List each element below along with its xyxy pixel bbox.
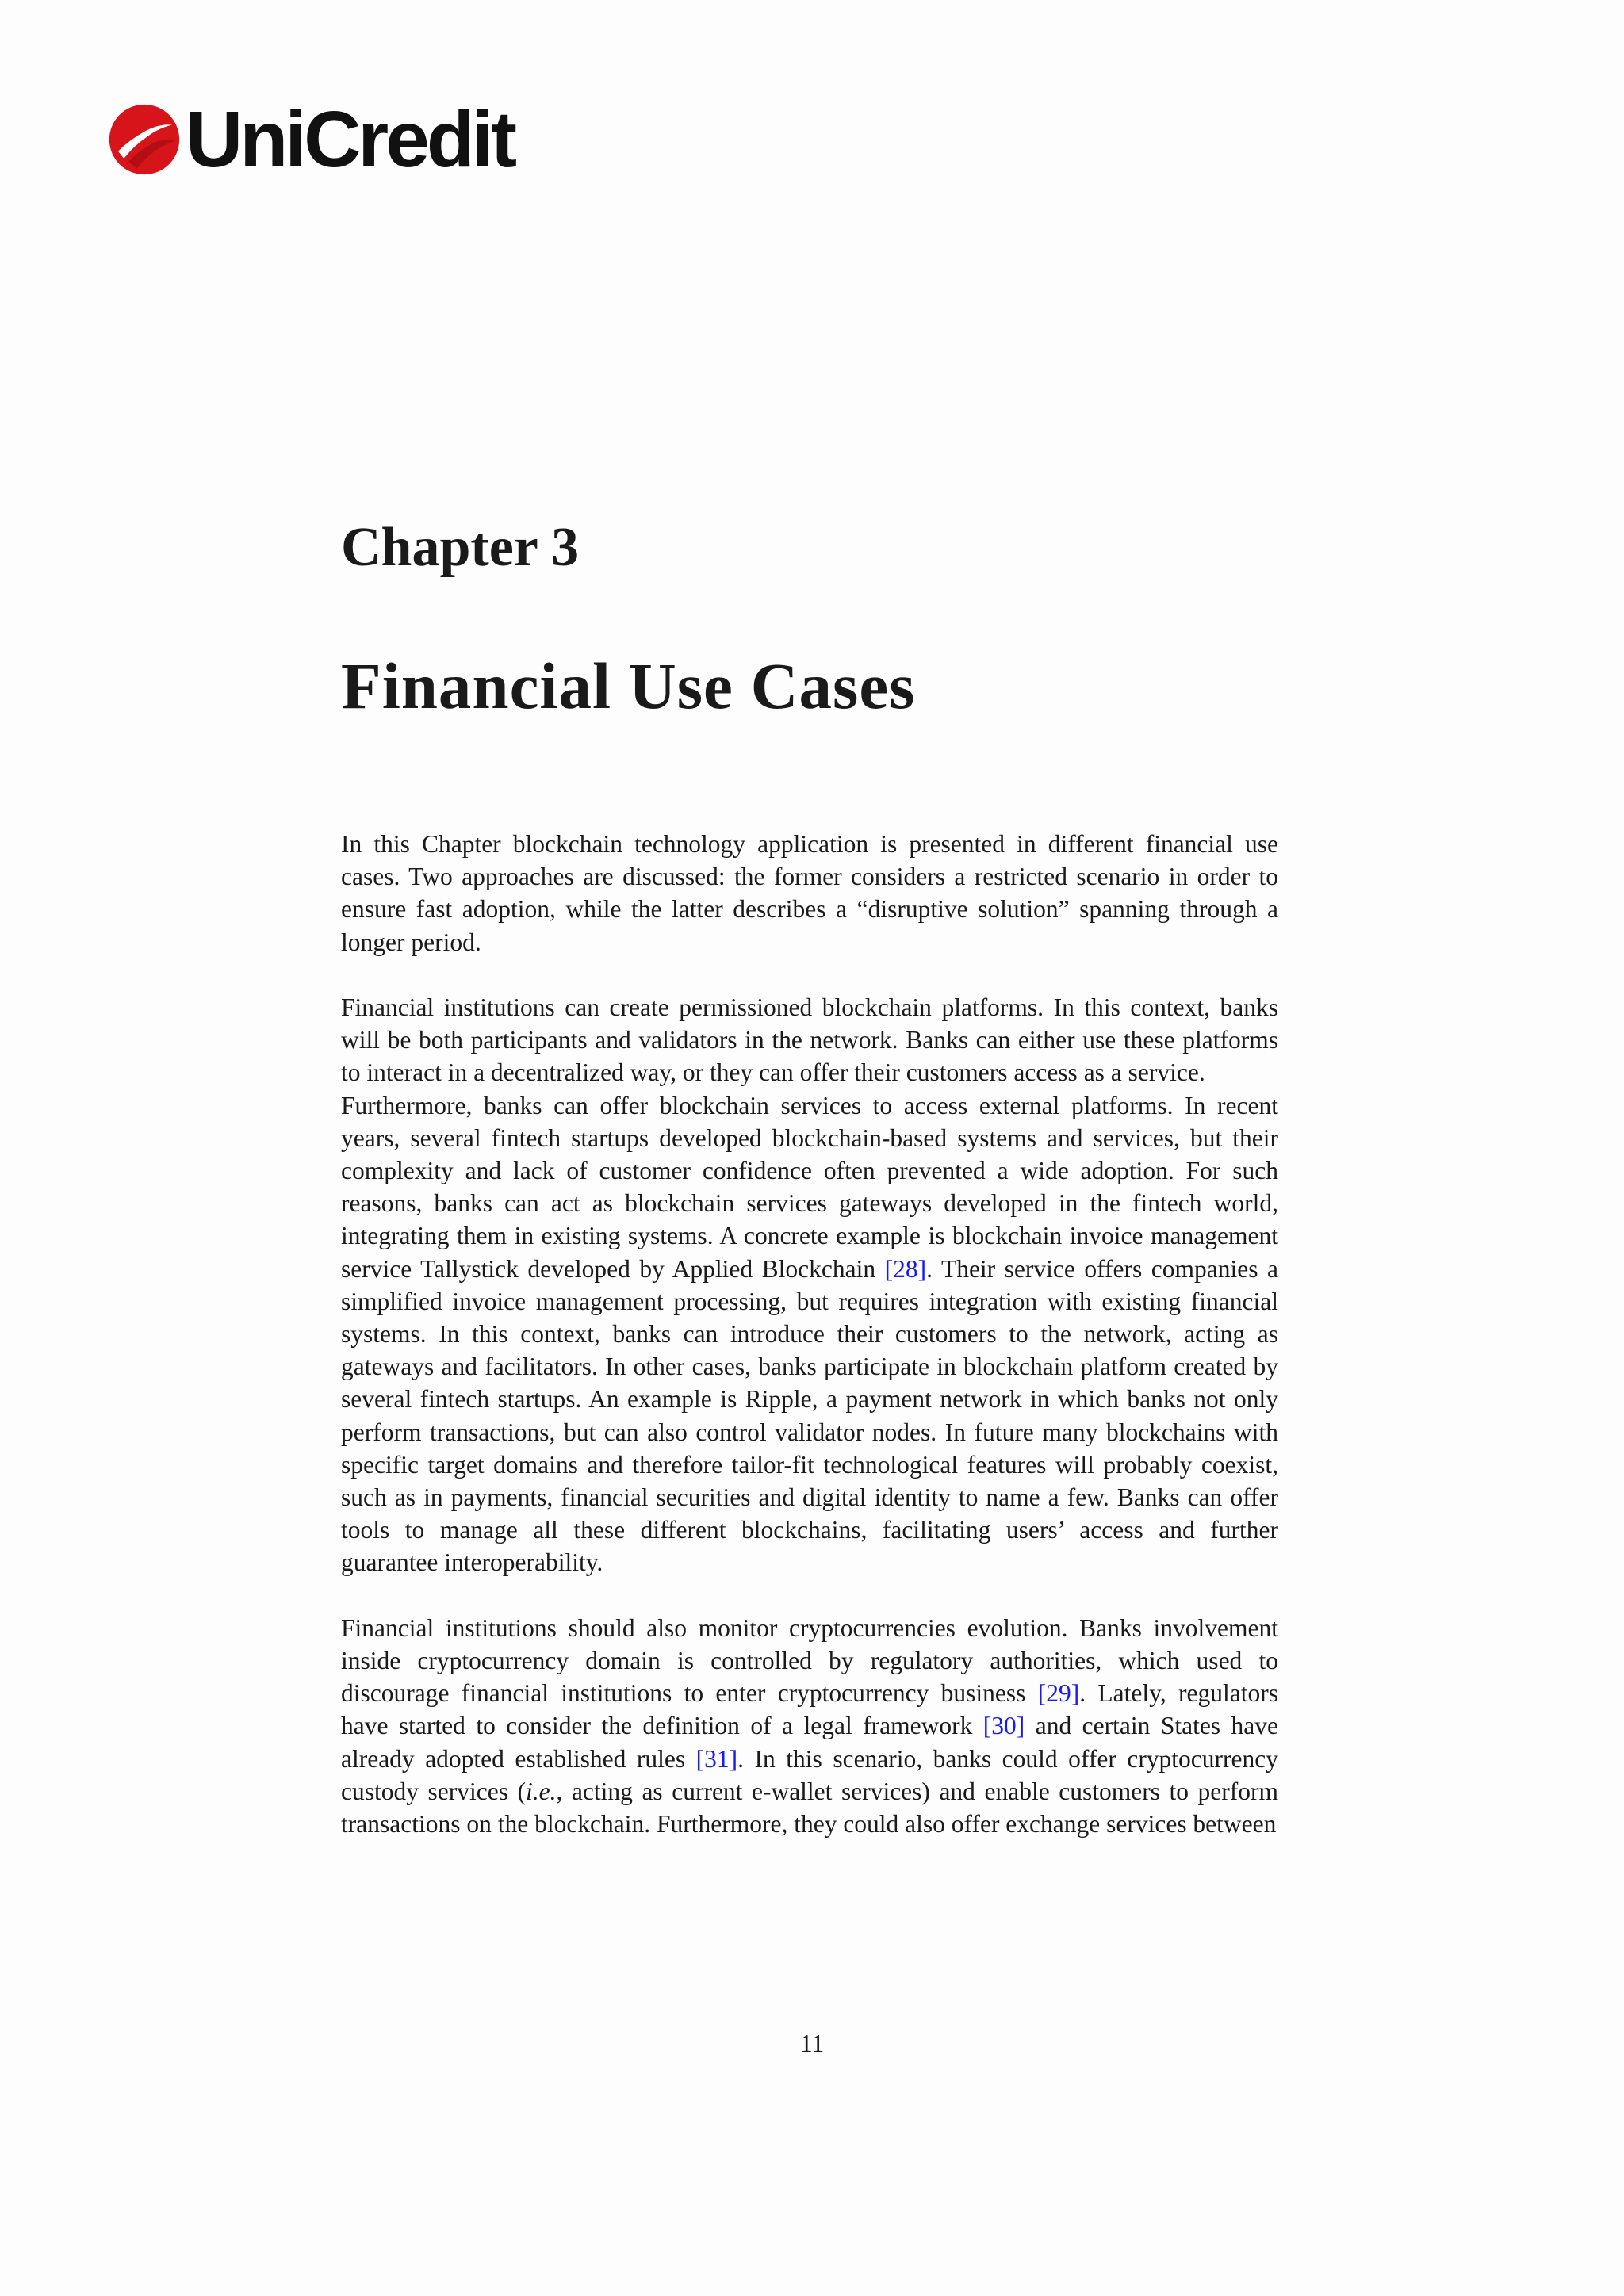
paragraph-text: Furthermore, banks can offer blockchain services to access external platforms. In recent years, several fintech startups developed blockchain-based systems and services, but their complexity and lack of customer confidence often prevented a wide adoption. For such reasons, banks can act as blockchain services gateways developed in the fintech world, integrating them in existing systems. A concrete example is blockchain invoice management service Tallystick developed by Applied Blockchain — [341, 1091, 1278, 1283]
paragraph-permissioned: Financial institutions can create permissioned blockchain platforms. In this context, banks will be both participants and validators in the network. Banks can either use these platforms to interact in a decentralized way, or they can offer their customers access as a service. — [341, 993, 1278, 1087]
chapter-label: Chapter 3 — [341, 517, 580, 578]
paragraph-text: Financial institutions should also monitor cryptocurrencies evolution. Banks involvement inside cryptocurrency domain is controlled by regulatory authorities, which used to discourage financial institutions to enter cryptocurrency business — [341, 1613, 1278, 1708]
chapter-body — [341, 828, 1278, 1840]
unicredit-logo-icon — [108, 103, 181, 176]
logo-wordmark: UniCredit — [186, 95, 514, 184]
citation-29-link[interactable]: [29] — [1037, 1679, 1080, 1708]
chapter-title: Financial Use Cases — [341, 649, 916, 722]
paragraph-text: , acting as current e-wallet services) and enable customers to perform transactions on the blockchain. Furthermore, they could also offer exchange services between — [341, 1777, 1278, 1839]
paragraph-text: . Their service offers companies a simplified invoice management processing, but requires integration with existing financial systems. In this context, banks can introduce their customers to the network, acting as gateways and facilitators. In other cases, banks participate in blockchain platform created by several fintech startups. An example is Ripple, a payment network in which banks not only perform transactions, but can also control validator nodes. In future many blockchains with specific target domains and therefore tailor-fit technological features will probably coexist, such as in payments, financial securities and digital identity to name a few. Banks can offer tools to manage all these different blockchains, facilitating users’ access and further guarantee interoperability. — [341, 1254, 1278, 1577]
paragraph-text: and certain States have already adopted established rules — [341, 1712, 1278, 1773]
page-number: 11 — [799, 2030, 825, 2057]
paragraph-external-platforms — [341, 1089, 1278, 1579]
citation-30-link[interactable]: [30] — [982, 1712, 1025, 1740]
paragraph-text: . In this scenario, banks could offer cryptocurrency custody services ( — [341, 1744, 1278, 1805]
paragraph-intro: In this Chapter blockchain technology application is presented in different financial use cases. Two approaches are discussed: the former considers a restricted scenario in order to ensure fast adoption, while the latter describes a “disruptive solution” spanning through a longer period. — [341, 830, 1278, 956]
paragraph-text-italic: i.e. — [526, 1777, 557, 1805]
paragraph-cryptocurrencies — [341, 1612, 1278, 1840]
citation-31-link[interactable]: [31] — [695, 1744, 738, 1773]
paragraph-text: . Lately, regulators have started to consider the definition of a legal framework — [341, 1679, 1278, 1740]
citation-28-link[interactable]: [28] — [884, 1254, 927, 1283]
unicredit-logo — [108, 95, 514, 184]
